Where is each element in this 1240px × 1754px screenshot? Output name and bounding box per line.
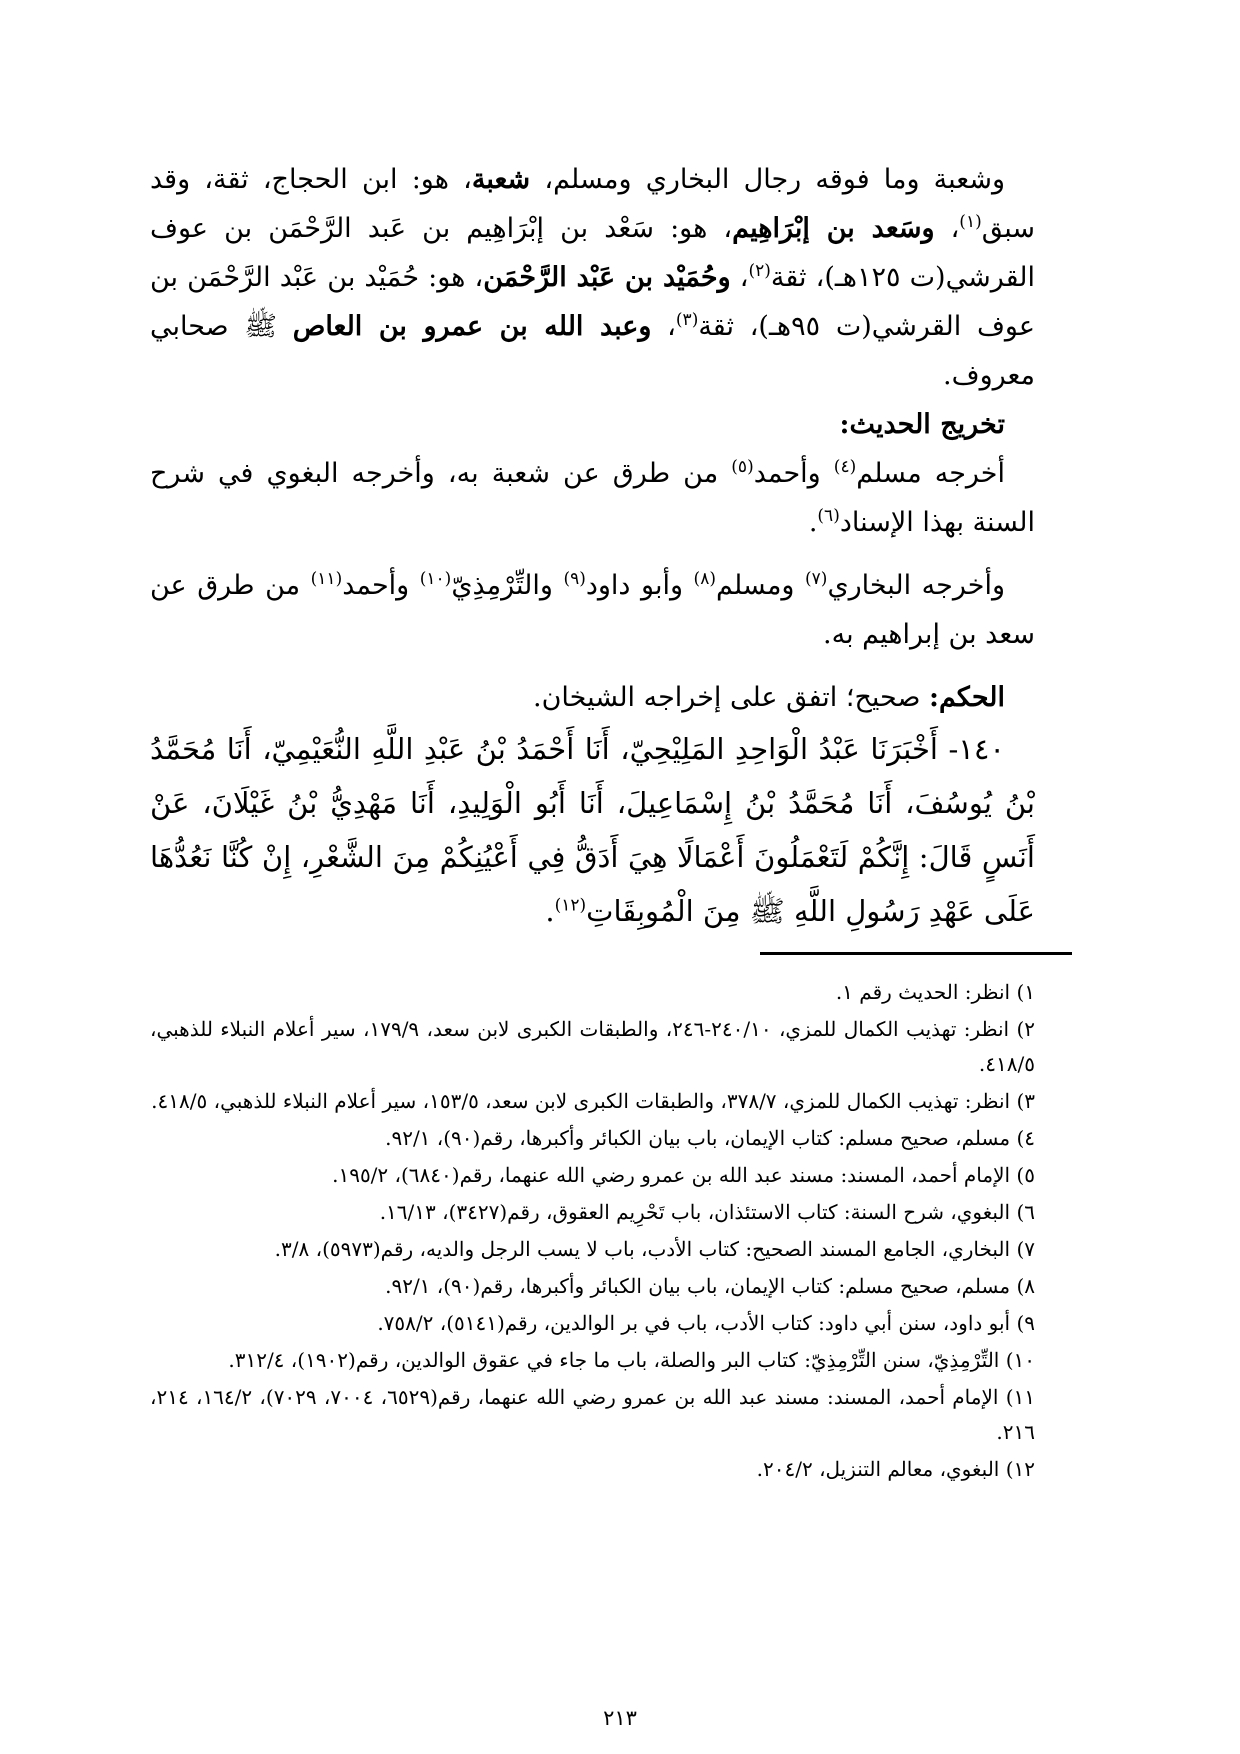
bold-text: وحُمَيْد بن عَبْد الرَّحْمَن — [483, 262, 731, 293]
text-run: وأخرجه البخاري — [827, 570, 1005, 601]
text-run: صحيح؛ اتفق على إخراجه الشيخان. — [533, 682, 929, 713]
footnote-item: ٣) انظر: تهذيب الكمال للمزي، ٣٧٨/٧، والطبقات الكبرى لابن سعد، ١٥٣/٥، سير أعلام النبلاء للذهبي، ٤١٨/٥. — [151, 1089, 1035, 1113]
text-run: . — [545, 894, 555, 928]
footnote-item: ١٠) التِّرْمِذِيّ، سنن التِّرْمِذِيّ: كتاب البر والصلة، باب ما جاء في عقوق الوالدين، رقم(١٩٠٢)، ٣١٢/٤. — [228, 1348, 1035, 1372]
footnote-ref: (٢) — [748, 261, 771, 281]
section-heading-takhrij — [150, 400, 1035, 449]
text-run: وأحمد — [753, 458, 834, 489]
footnote-ref: (٦) — [817, 506, 840, 526]
footnote-item: ٨) مسلم، صحيح مسلم: كتاب الإيمان، باب بيان الكبائر وأكبرها، رقم(٩٠)، ٩٢/١. — [385, 1274, 1035, 1298]
text-run: ، هو: ابن الحجاج، ثقة، وقد سبق — [150, 164, 1036, 244]
text-run: وأحمد — [342, 570, 420, 601]
footnote-item: ٢) انظر: تهذيب الكمال للمزي، ٢٤٠/١٠-٢٤٦، والطبقات الكبرى لابن سعد، ١٧٩/٩، سير أعلام النبلاء للذهبي، ٤١٨/٥. — [150, 1017, 1036, 1076]
text-run: أخرجه مسلم — [856, 458, 1006, 489]
footnote-separator — [760, 952, 1072, 955]
paragraph-takhrij-2 — [150, 561, 1035, 659]
footnote-item: ١١) الإمام أحمد، المسند: مسند عبد الله بن عمرو رضي الله عنهما، رقم(٦٥٢٩، ٧٠٠٤، ٧٠٢٩)، ١٦٤/٢، ٢١٤، ٢١٦. — [150, 1385, 1035, 1444]
text-run: ١٤٠- أَخْبَرَنَا عَبْدُ الْوَاحِدِ المَلِيْحِيّ، أَنَا أَحْمَدُ بْنُ عَبْدِ اللَّهِ النُّعَيْمِيّ، أَنَا مُحَمَّدُ بْنُ يُوسُفَ، أَنَا مُحَمَّدُ بْنُ إِسْمَاعِيلَ، أَنَا أَبُو الْوَلِيدِ، أَنَا مَهْدِيُّ بْنُ غَيْلَانَ، عَنْ أَنَسٍ قَالَ: إِنَّكُمْ لَتَعْمَلُونَ أَعْمَالًا هِيَ أَدَقُّ فِي أَعْيُنِكُمْ مِنَ الشَّعْرِ، إِنْ كُنَّا نَعُدُّهَا عَلَى عَهْدِ رَسُولِ اللَّهِ ﷺ مِنَ الْمُوبِقَاتِ — [150, 732, 1035, 928]
bold-text: وسَعد بن إبْرَاهِيم — [732, 213, 935, 244]
footnote-ref: (١) — [959, 212, 982, 232]
paragraph-takhrij-1 — [150, 449, 1035, 547]
text-run: ، هو: حُمَيْد بن عَبْد الرَّحْمَن بن عوف القرشي(ت ٩٥هـ)، ثقة — [150, 262, 1035, 342]
text-run: من طرق عن سعد بن إبراهيم به. — [150, 570, 1035, 650]
text-run: والتِّرْمِذِيّ — [451, 570, 564, 601]
text-run: ، — [651, 311, 676, 342]
footnote-ref: (٣) — [675, 310, 699, 330]
footnote-ref: (١٢) — [554, 895, 587, 916]
footnote-item: ١) انظر: الحديث رقم ١. — [835, 980, 1035, 1004]
main-text — [150, 155, 1035, 938]
footnotes — [150, 975, 1035, 1489]
footnote-item: ٩) أبو داود، سنن أبي داود: كتاب الأدب، باب في بر الوالدين، رقم(٥١٤١)، ٧٥٨/٢. — [377, 1311, 1035, 1335]
footnote-item: ٥) الإمام أحمد، المسند: مسند عبد الله بن عمرو رضي الله عنهما، رقم(٦٨٤٠)، ١٩٥/٢. — [332, 1163, 1035, 1187]
footnote-ref: (١١) — [310, 569, 343, 589]
footnote-ref: (٨) — [693, 569, 716, 589]
text-run: من طرق عن شعبة به، وأخرجه البغوي في شرح السنة بهذا الإسناد — [150, 458, 1035, 538]
text-run: وأبو داود — [585, 570, 694, 601]
hadith-text — [150, 722, 1035, 938]
footnote-item: ٧) البخاري، الجامع المسند الصحيح: كتاب الأدب، باب لا يسب الرجل والديه، رقم(٥٩٧٣)، ٣/٨. — [274, 1237, 1035, 1261]
text-run: وشعبة وما فوقه رجال البخاري ومسلم، — [530, 164, 1005, 195]
text-run: ﷺ صحابي معروف. — [150, 311, 1035, 391]
footnote-ref: (٩) — [563, 569, 586, 589]
footnote-item: ١٢) البغوي، معالم التنزيل، ٢٠٤/٢. — [756, 1457, 1035, 1481]
bold-text: شعبة — [471, 164, 531, 195]
text-run: ، — [934, 213, 960, 244]
bold-text: تخريج الحديث: — [839, 409, 1005, 440]
footnote-ref: (٤) — [833, 457, 857, 477]
page-number: ٢١٣ — [603, 1706, 637, 1730]
footnote-ref: (٧) — [805, 569, 828, 589]
text-run: ، — [730, 262, 749, 293]
paragraph-ruling — [150, 673, 1035, 722]
paragraph-narrators — [150, 155, 1035, 400]
text-run: ، هو: سَعْد بن إبْرَاهِيم بن عَبد الرَّحْمَن بن عوف القرشي(ت ١٢٥هـ)، ثقة — [150, 213, 1035, 293]
footnote-item: ٤) مسلم، صحيح مسلم: كتاب الإيمان، باب بيان الكبائر وأكبرها، رقم(٩٠)، ٩٢/١. — [385, 1126, 1035, 1150]
bold-text: وعبد الله بن عمرو بن العاص — [292, 311, 652, 342]
footnote-ref: (٥) — [731, 457, 754, 477]
text-run: . — [808, 507, 818, 538]
bold-text: الحكم: — [928, 682, 1005, 713]
footnote-ref: (١٠) — [419, 569, 452, 589]
footnote-item: ٦) البغوي، شرح السنة: كتاب الاستئذان، باب تَحْرِيم العقوق، رقم(٣٤٢٧)، ١٦/١٣. — [379, 1200, 1035, 1224]
text-run: ومسلم — [715, 570, 806, 601]
